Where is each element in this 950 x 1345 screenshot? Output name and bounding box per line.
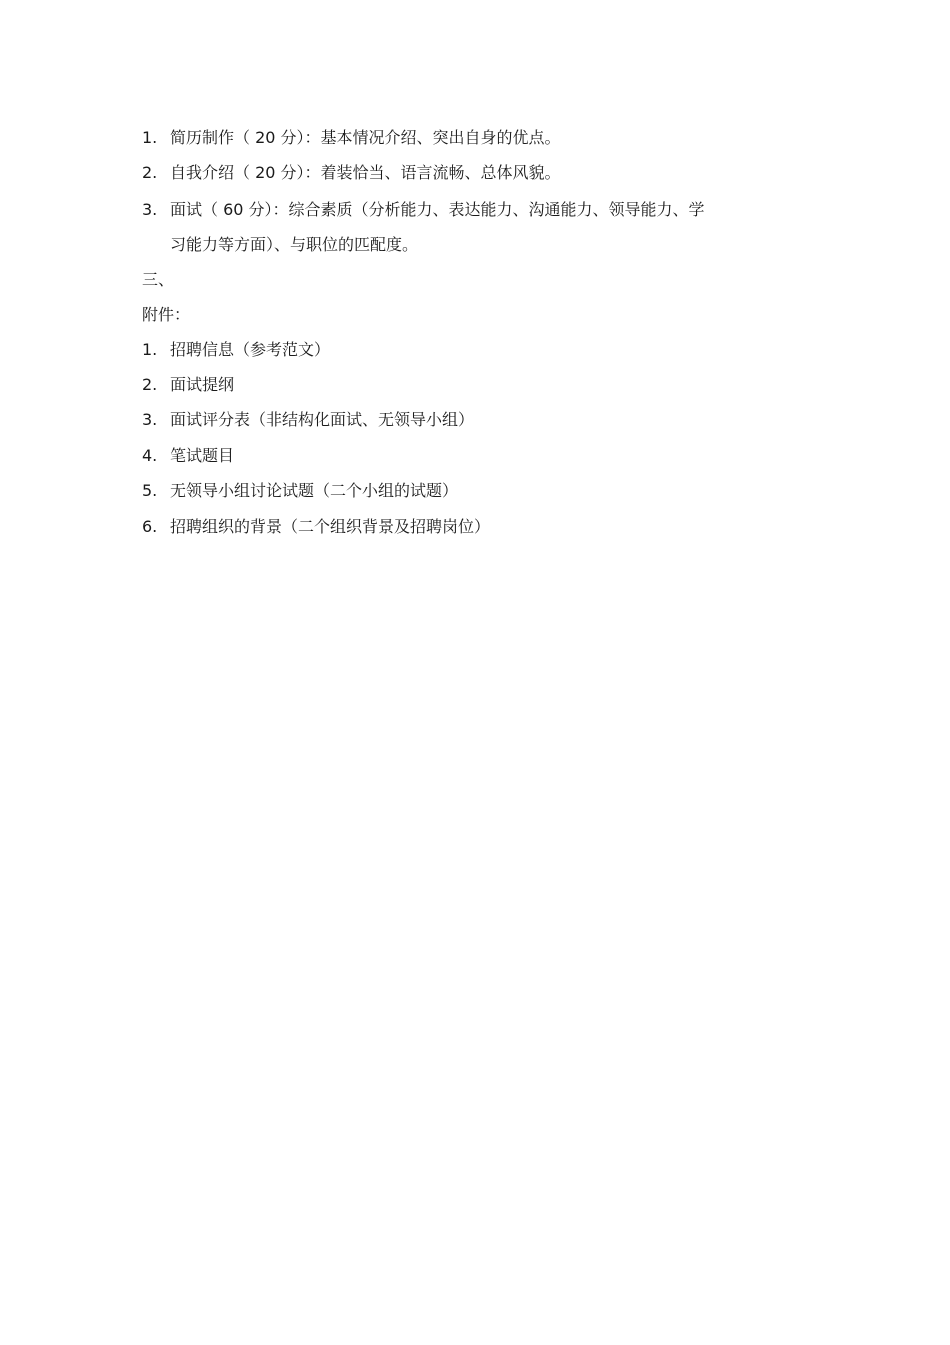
attachments-label: 附件： [142,305,191,324]
item-number: 4. [142,446,158,465]
section-heading: 三、 [142,270,175,289]
item-number: 3. [142,410,158,429]
attachment-item-4 [142,446,234,466]
item-number: 2. [142,375,158,394]
attachment-item-1 [142,340,330,360]
item-number: 6. [142,517,158,536]
item-number: 3. [142,200,158,219]
criteria-item-3-continuation: 习能力等方面）、与职位的匹配度。 [170,235,419,254]
item-number: 2. [142,163,158,182]
item-text: 面试提纲 [170,375,235,394]
item-text: 笔试题目 [170,446,235,465]
item-number: 1. [142,128,158,147]
criteria-item-2 [142,163,561,183]
item-text: 无领导小组讨论试题（二个小组的试题） [170,481,459,500]
item-text: 招聘信息（参考范文） [170,340,331,359]
attachment-item-5 [142,481,458,501]
attachment-item-2 [142,375,234,395]
item-number: 5. [142,481,158,500]
attachment-item-6 [142,517,490,537]
item-text: 面试（ 60 分）：综合素质（分析能力、表达能力、沟通能力、领导能力、学 [170,200,705,219]
item-text: 自我介绍（ 20 分）：着装恰当、语言流畅、总体风貌。 [170,163,561,182]
attachment-item-3 [142,410,474,430]
item-text: 面试评分表（非结构化面试、无领导小组） [170,410,475,429]
item-text: 招聘组织的背景（二个组织背景及招聘岗位） [170,517,491,536]
criteria-item-1 [142,128,561,148]
item-text: 简历制作（ 20 分）：基本情况介绍、突出自身的优点。 [170,128,561,147]
criteria-item-3 [142,200,705,220]
item-number: 1. [142,340,158,359]
